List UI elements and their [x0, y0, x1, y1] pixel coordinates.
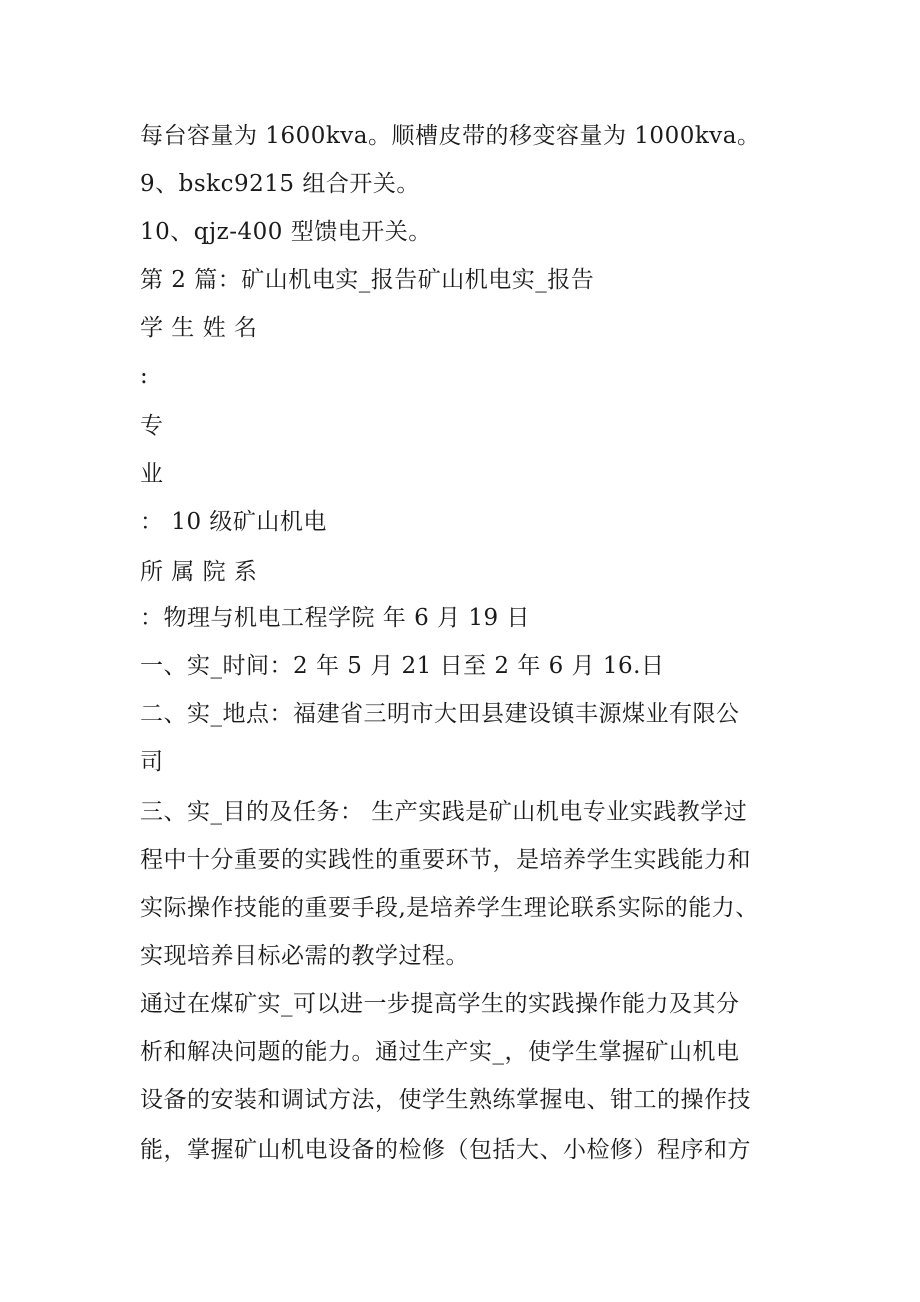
text-line: 实际操作技能的重要手段,是培养学生理论联系实际的能力、: [140, 895, 759, 921]
text-line: 通过在煤矿实_可以进一步提高学生的实践操作能力及其分: [140, 991, 740, 1017]
text-line: 司: [140, 749, 164, 775]
text-line: 业: [140, 461, 164, 487]
text-line: 每台容量为 1600kva。顺槽皮带的移变容量为 1000kva。: [140, 123, 761, 149]
text-line: 专: [140, 413, 164, 439]
text-line: 10、qjz-400 型馈电开关。: [140, 219, 432, 245]
section-heading: 第 2 篇：矿山机电实_报告矿山机电实_报告: [140, 267, 595, 293]
text-line: 一、实_时间：2 年 5 月 21 日至 2 年 6 月 16.日: [140, 653, 665, 679]
text-line: 9、bskc9215 组合开关。: [140, 171, 420, 197]
text-line: 所 属 院 系: [140, 559, 258, 585]
text-line: 程中十分重要的实践性的重要环节，是培养学生实践能力和: [140, 847, 751, 873]
text-line: 实现培养目标必需的教学过程。: [140, 943, 469, 969]
text-line: 析和解决问题的能力。通过生产实_，使学生掌握矿山机电: [140, 1039, 740, 1065]
text-line: 二、实_地点：福建省三明市大田县建设镇丰源煤业有限公: [140, 701, 740, 727]
text-line: ： 10 级矿山机电: [140, 509, 327, 535]
text-line: 三、实_目的及任务： 生产实践是矿山机电专业实践教学过: [140, 799, 748, 825]
text-line: 设备的安装和调试方法，使学生熟练掌握电、钳工的操作技: [140, 1087, 751, 1113]
text-line: 学 生 姓 名: [140, 315, 258, 341]
text-line: ：物理与机电工程学院 年 6 月 19 日: [140, 605, 530, 631]
text-line: 能，掌握矿山机电设备的检修（包括大、小检修）程序和方: [140, 1137, 751, 1163]
text-line: :: [140, 363, 149, 389]
